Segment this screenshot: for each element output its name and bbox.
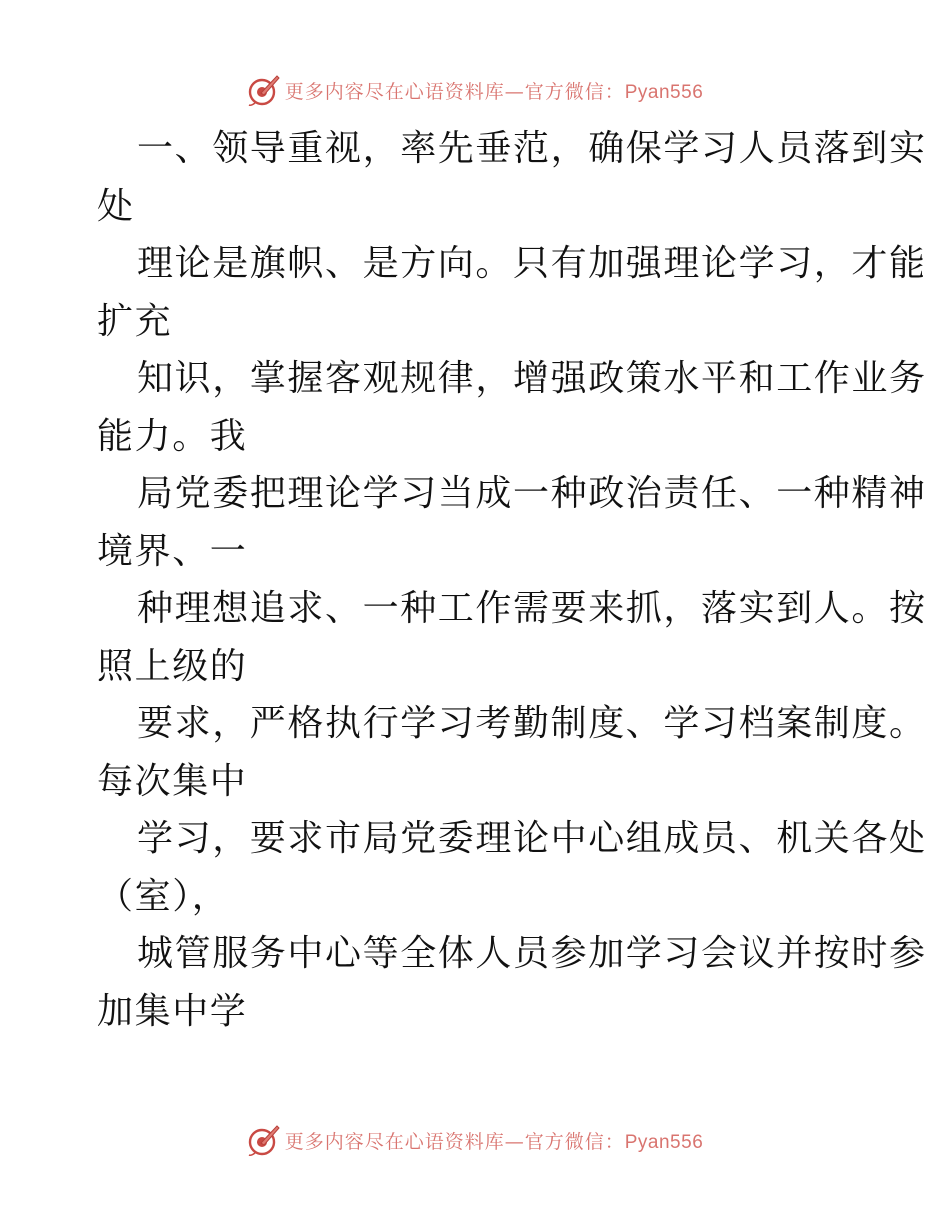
text-line: 学习，要求市局党委理论中心组成员、机关各处 — [137, 818, 927, 859]
text-line: 知识，掌握客观规律，增强政策水平和工作业务 — [137, 358, 927, 399]
document-body — [97, 120, 927, 1040]
footer-banner-handle: Pyan556 — [624, 1131, 704, 1153]
text-line: 要求，严格执行学习考勤制度、学习档案制度。 — [137, 703, 927, 744]
text-line: 城管服务中心等全体人员参加学习会议并按时参 — [137, 933, 927, 974]
quill-logo-icon — [247, 73, 281, 107]
paragraph — [97, 580, 927, 695]
paragraph — [97, 235, 927, 350]
text-line: 扩充 — [97, 300, 173, 342]
text-line: 种理想追求、一种工作需要来抓，落实到人。按 — [137, 588, 927, 629]
paragraph — [97, 695, 927, 810]
quill-logo-icon — [247, 1123, 281, 1157]
text-line: 能力。我 — [97, 415, 248, 457]
text-line: 理论是旗帜、是方向。只有加强理论学习，才能 — [137, 243, 927, 284]
text-line: 局党委把理论学习当成一种政治责任、一种精神 — [137, 473, 927, 514]
text-line: 加集中学 — [97, 990, 248, 1032]
footer-watermark-banner — [0, 1120, 950, 1160]
header-watermark-banner — [0, 70, 950, 110]
text-line: 一、领导重视，率先垂范，确保学习人员落到实 — [137, 128, 927, 169]
text-line: 处 — [97, 185, 135, 227]
footer-banner-text: 更多内容尽在心语资料库—官方微信：Pyan556 — [284, 1130, 704, 1153]
paragraph — [97, 465, 927, 580]
paragraph — [97, 350, 927, 465]
header-banner-handle: Pyan556 — [624, 81, 704, 103]
header-banner-text: 更多内容尽在心语资料库—官方微信：Pyan556 — [284, 80, 704, 103]
paragraph — [97, 120, 927, 235]
text-line: 照上级的 — [97, 645, 248, 687]
text-line: 每次集中 — [97, 760, 248, 802]
paragraph — [97, 925, 927, 1040]
text-line: 境界、一 — [97, 530, 248, 572]
paragraph — [97, 810, 927, 925]
text-line: （室）， — [97, 875, 230, 917]
